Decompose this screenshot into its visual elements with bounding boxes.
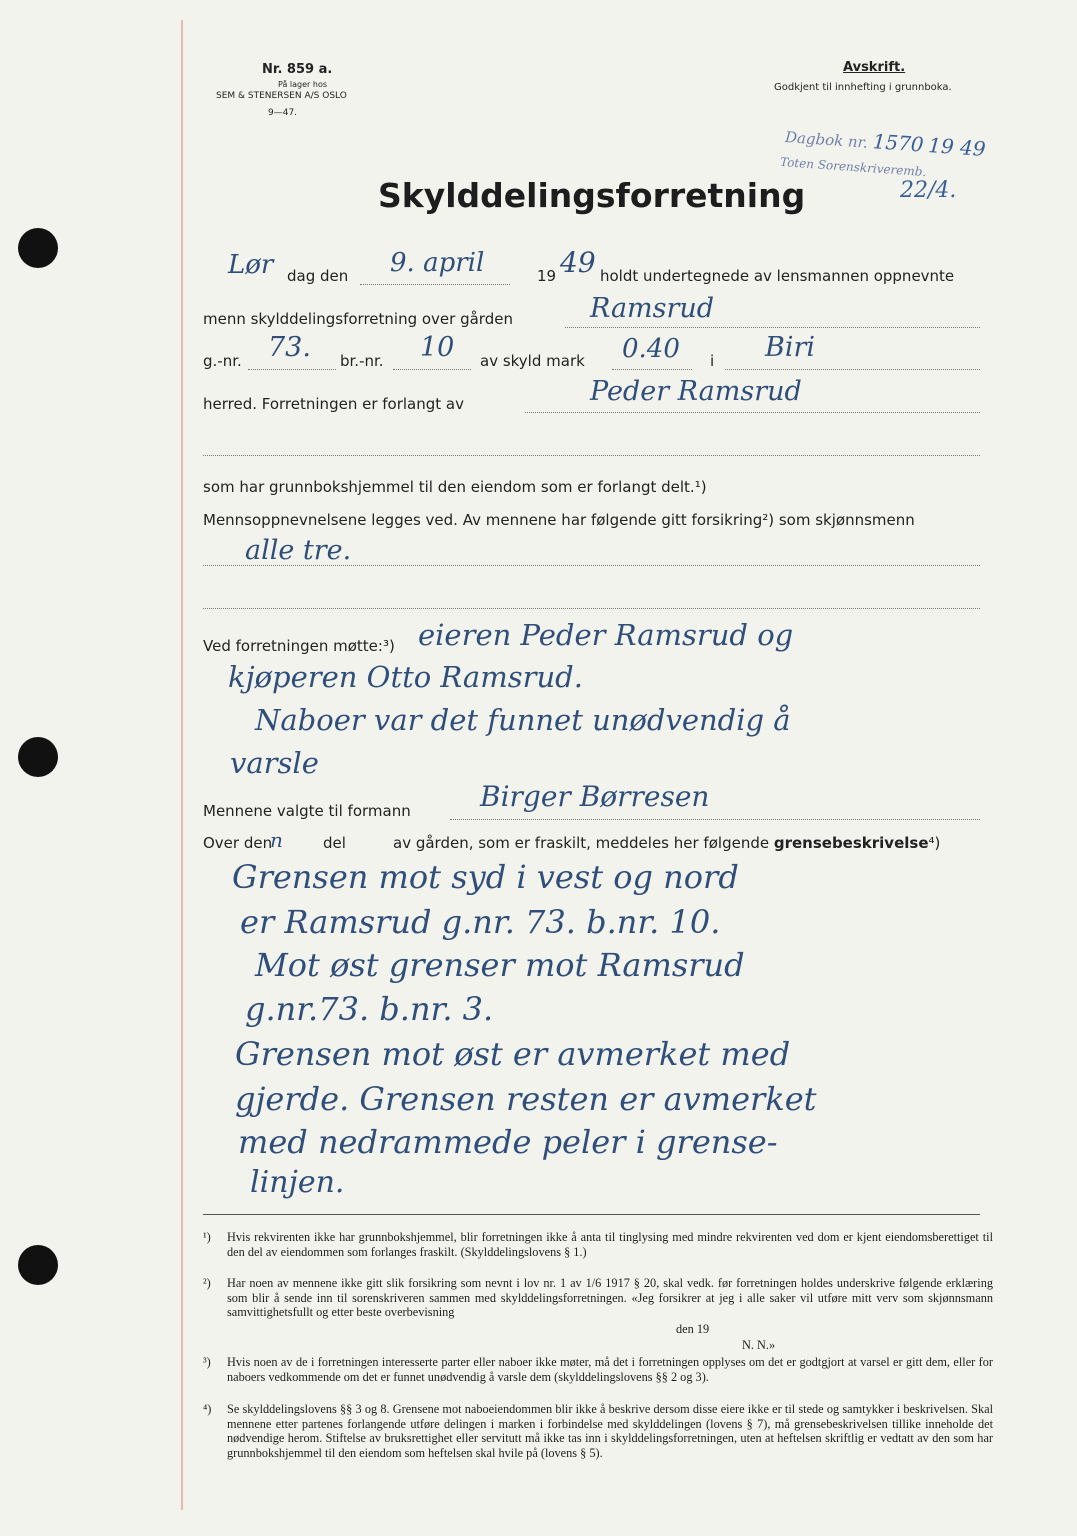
footnote-number: ³) <box>203 1355 211 1369</box>
grense-label: grensebeskrivelse <box>773 834 929 852</box>
del-label: del <box>323 834 346 852</box>
av-garden-text <box>393 834 940 852</box>
footnote-date-line: den 19 <box>676 1322 710 1336</box>
printer-name: SEM & STENERSEN A/S OSLO <box>216 91 347 101</box>
footnote <box>203 1276 993 1336</box>
farm-hand: Ramsrud <box>590 293 715 324</box>
weekday-hand: Lør <box>228 250 274 280</box>
stamp-office: Toten Sorenskriveremb. <box>779 154 927 180</box>
footnote <box>203 1402 993 1482</box>
herred-hand: Biri <box>765 332 816 363</box>
date-hand: 9. april <box>390 248 485 278</box>
boundary-line: er Ramsrud g.nr. 73. b.nr. 10. <box>240 903 721 941</box>
motte-line: varsle <box>230 746 319 780</box>
footnote-number: ⁴) <box>203 1402 212 1416</box>
boundary-line: med nedrammede peler i grense- <box>238 1123 778 1161</box>
boundary-line: Grensen mot syd i vest og nord <box>232 858 739 896</box>
dag-den-label: dag den <box>287 267 349 285</box>
formann-hand: Birger Børresen <box>480 780 710 813</box>
punch-hole <box>18 228 58 268</box>
stamp-line <box>784 123 986 161</box>
footnote-signature: N. N.» <box>742 1338 776 1352</box>
punch-hole <box>18 737 58 777</box>
footnote-divider <box>203 1214 980 1215</box>
requester-hand: Peder Ramsrud <box>590 376 802 407</box>
over-hand: n <box>270 828 283 852</box>
forsikring-hand: alle tre. <box>245 535 352 566</box>
stamp-year: 19 49 <box>927 133 987 161</box>
menn-label: menn skylddelingsforretning over gården <box>203 310 513 328</box>
grense-footnote-mark: ⁴) <box>928 834 941 852</box>
print-date: 9—47. <box>268 108 298 118</box>
gnr-hand: 73. <box>268 332 311 363</box>
formann-label: Mennene valgte til formann <box>203 802 411 820</box>
herred-label: herred. Forretningen er forlangt av <box>203 395 464 413</box>
boundary-line: Mot øst grenser mot Ramsrud <box>255 946 745 984</box>
footnote-text: Hvis noen av de i forretningen interesserte parter eller naboer ikke møter, må det i forretningen opplyses om det er godtgjort at varsel er gitt dem, eller for naboers vedkommende om det er funnet unødvendig å varsle dem (skylddelingslovens §§ 2 og 3). <box>227 1355 993 1384</box>
stamp-number: 1570 <box>871 129 925 157</box>
brnr-hand: 10 <box>420 332 455 363</box>
footnote-text: Hvis rekvirenten ikke har grunnbokshjemmel, blir forretningen ikke å anta til tinglysing med mindre rekvirenten ved dom er kjent eiendomsberettiget til den del av eiendommen som forlanges fraskilt. (Skylddelingslovens § 1.) <box>227 1230 993 1259</box>
year-prefix: 19 <box>537 267 557 285</box>
footnote <box>203 1355 993 1399</box>
holdt-label: holdt undertegnede av lensmannen oppnevnte <box>600 267 955 285</box>
copy-label: Avskrift. <box>843 60 906 75</box>
motte-line: Naboer var det funnet unødvendig å <box>255 703 791 737</box>
boundary-line: gjerde. Grensen resten er avmerket <box>235 1080 817 1118</box>
gnr-label: g.-nr. <box>203 352 242 370</box>
skyld-label: av skyld mark <box>480 352 585 370</box>
mennsopp-text: Mennsoppnevnelsene legges ved. Av mennene har følgende gitt forsikring²) som skjønnsmenn <box>203 511 915 529</box>
brnr-label: br.-nr. <box>340 352 384 370</box>
motte-line: eieren Peder Ramsrud og <box>418 618 794 652</box>
stamp-date: 22/4. <box>900 178 957 203</box>
hjemmel-text: som har grunnbokshjemmel til den eiendom som er forlangt delt.¹) <box>203 478 707 496</box>
motte-line: kjøperen Otto Ramsrud. <box>228 660 583 694</box>
year-hand: 49 <box>560 246 596 279</box>
footnote-text: Har noen av mennene ikke gitt slik forsikring som nevnt i lov nr. 1 av 1/6 1917 § 20, skal vedk. før forretningen holdes underskrive følgende erklæring som blir å sende inn til sorenskriveren sammen med skylddelingsforretningen. «Jeg forsikrer at jeg i alle saker vil utføre mitt verv som skjønnsmann samvittighetsfullt og etter beste overbevisning <box>227 1276 993 1319</box>
footnote-number: ¹) <box>203 1230 211 1244</box>
footnote-number: ²) <box>203 1276 211 1290</box>
page-title: Skylddelingsforretning <box>378 176 806 215</box>
motte-label: Ved forretningen møtte:³) <box>203 637 395 655</box>
over-den-label: Over den <box>203 834 273 852</box>
punch-hole <box>18 1245 58 1285</box>
boundary-line: g.nr.73. b.nr. 3. <box>245 990 494 1028</box>
printer-line: På lager hos <box>278 80 327 89</box>
boundary-line: linjen. <box>250 1165 345 1200</box>
footnote-text: Se skylddelingslovens §§ 3 og 8. Grensene mot naboeiendommen blir ikke å beskrive dersom disse eiere ikke er til stede og samtykker i beskrivelsen. Skal mennene etter partenes forlangende utføre delingen i marken i forbindelse med skylddelingen (lovens § 7), må grensebeskrivelsen tillike inneholde det nødvendige herom. Stiftelse av bruksrettighet eller servitutt må ikke tas inn i skylddelingsforretningen, uten at heftelsen skriftlig er vedtatt av den som har grunnbokshjemmel til den eiendom som heftelsen skal hvile på (lovens § 5). <box>227 1402 993 1460</box>
approval-note: Godkjent til innhefting i grunnboka. <box>774 82 952 93</box>
skyld-hand: 0.40 <box>622 334 680 364</box>
boundary-line: Grensen mot øst er avmerket med <box>235 1035 791 1073</box>
stamp-label: Dagbok nr. <box>784 128 869 152</box>
av-garden-label: av gården, som er fraskilt, meddeles her følgende <box>393 834 770 852</box>
form-number: Nr. 859 a. <box>262 62 333 77</box>
footnote <box>203 1230 993 1274</box>
margin-line <box>181 20 183 1510</box>
i-label: i <box>710 352 715 370</box>
